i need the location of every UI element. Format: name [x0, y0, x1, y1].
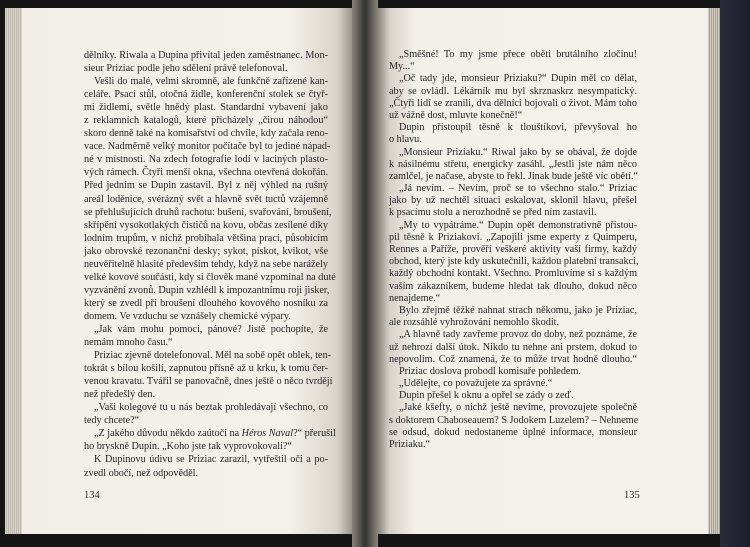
- text-line: jako obrovské rezonanční desky; sykot, pískot, kvikot, vše: [84, 245, 328, 257]
- text-line: celáře. Psací stůl, otočná židle, konferenční stolek se čtyř-: [84, 89, 328, 101]
- text-line: né v místnosti. Na zdech fotografie lodí v laciných plasto-: [84, 154, 328, 166]
- text-line: Priziac zjevně dotelefonoval. Měl na sobě opět oblek, ten-: [94, 350, 332, 362]
- text-line: K Dupinovu údivu se Priziac zarazil, vytřeštil oči a po-: [94, 454, 328, 466]
- text-line: vace. Nadměrně velký monitor počítače byl to jediné nápad-: [84, 141, 331, 153]
- text-line: „Čtyři lidí se zranili, dva dělníci bojovali o život. Mám toho: [389, 97, 637, 109]
- text-line: Dupin přistoupil těsně k tlouštíkovi, převyšoval ho: [399, 122, 637, 134]
- text-line: s doktorem Chaboseauem? S Jodokem Luzelem? – Nehneme: [389, 414, 639, 426]
- text-line: „A hlavně tady zavřeme provoz do doby, než poznáme, že: [399, 329, 637, 341]
- text-line: mi židlemi, světle hnědý plast. Standardní vybavení jako: [84, 102, 328, 114]
- text-line: než předešlý den.: [84, 389, 155, 401]
- text-line: zamlčel, je načase, abyste to řekl. Jinak bude ještě víc obětí.“: [389, 170, 638, 182]
- text-line: nenajdeme.“: [389, 292, 441, 304]
- text-segment: ?“ přerušil: [293, 428, 336, 440]
- text-line: domem. Ve vzduchu se vznášely chemické výpary.: [84, 310, 291, 322]
- text-line: venou kravatu. Tvářil se panovačně, dnes ještě o něco tvrdějí: [84, 376, 333, 388]
- text-line: ho bryskně Dupin. „Koho jste tak vyprovokovali?“: [84, 441, 292, 453]
- left-page-text: [84, 49, 336, 480]
- text-line: „Monsieur Priziaku.“ Riwal jako by se obával, že dojde: [399, 146, 637, 158]
- text-line: „Oč tady jde, monsieur Priziaku?“ Dupin měl co dělat,: [399, 73, 637, 85]
- text-line: k psacímu stolu a nerozhodně se před ním zastavil.: [389, 207, 597, 219]
- text-line: areál loděnice, svérázný svět a hlavně svět tuctů vzájemně: [84, 193, 328, 205]
- text-line: Priziac doslova probodl komisaře pohledem.: [399, 365, 581, 377]
- text-line: neuvěřitelně hlasité především tehdy, když na sebe narážely: [84, 258, 328, 270]
- text-line: „Jaké kšefty, o nichž ještě nevíme, provozujete společně: [399, 402, 637, 414]
- text-line: Bylo zřejmě těžké nahnat strach někomu, jako je Priziac,: [399, 304, 637, 316]
- text-line: se přehlušujících druhů rachotu: bušení, svařování, broušení,: [84, 206, 332, 218]
- text-line: tedy chcete?“: [84, 415, 140, 427]
- page-number-left: 134: [84, 490, 100, 501]
- text-line: „My to vypátráme.“ Dupin opět demonstrativně přistou-: [399, 219, 637, 231]
- text-line: lodním trupům, v nichž probíhala většina prací, působícím: [84, 232, 328, 244]
- text-line: dělníky. Riwala a Dupina přivítal jeden zaměstnanec. Mon-: [84, 50, 328, 61]
- text-line: Před jedním se Dupin zastavil. Byl z něj výhled na rušný: [84, 180, 328, 192]
- text-line: skoro denně také na komisařství od chvíle, kdy začala reno-: [84, 128, 328, 140]
- text-segment: „Z jakého důvodu někdo zaútočí na: [94, 428, 242, 440]
- text-line: My...“: [389, 61, 415, 73]
- text-line: „Já nevím. – Nevím, proč se to všechno stalo.“ Priziac: [399, 183, 637, 195]
- text-line: se odsud, dokud nedostaneme úplné informace, monsieur: [389, 426, 637, 438]
- text-line: „Směšné! To my jsme přece oběti brutálního zločinu!: [399, 49, 637, 60]
- text-line: Vešli do malé, velmi skromně, ale funkčně zařízené kan-: [94, 76, 328, 88]
- text-line: vaším zákazníkem, budeme hledat tak dlouho, dokud něco: [389, 280, 637, 292]
- text-line: vých rámech. Čtyři menší okna, všechna otevřená dokořán.: [84, 167, 328, 179]
- page-stack-left: [5, 8, 23, 534]
- text-line: sieur Priziac podle jeho sdělení právě telefonoval.: [84, 63, 288, 75]
- right-page-text: [389, 49, 637, 451]
- text-line: jako by už nechtěl situaci eskalovat, sklonil hlavu, přešel: [389, 195, 637, 207]
- text-line: Rennes a Paříže, prověří veškeré aktivity vaší firmy, každý: [389, 244, 637, 255]
- text-line: každý obchodní kontakt. Všechno. Promluvíme si s každým: [389, 268, 637, 280]
- text-line: z reklamních katalogů, které přicházely „čirou náhodou“: [84, 115, 328, 127]
- italic-ship-name: Héros Naval: [241, 428, 294, 440]
- text-line: nepovolím. Což znamená, že to může trvat hodně dlouho.“: [389, 353, 637, 365]
- text-line: Priziaku.“: [389, 439, 431, 450]
- text-line: tokrát s bílou košilí, zapnutou přísně až u krku, k tomu čer-: [84, 363, 328, 375]
- book-gutter: [352, 0, 378, 547]
- text-line: pil těsně k Priziakovi. „Zapojili jsme experty z Quimperu,: [389, 231, 637, 243]
- text-line: obchod, který jste kdy uskutečnili, každou platební transakci,: [389, 256, 639, 268]
- text-line: aby se ovládl. Lékárník mu byl skrznaskrz nesympatický.: [389, 85, 637, 97]
- text-line: velké kovové součásti, kdy si člověk mané vzpomínal na duté: [84, 271, 336, 283]
- text-line: Dupin přešel k oknu a opřel se zády o zeď.: [399, 390, 574, 402]
- text-line: „Jak vám mohu pomoci, pánové? Jistě pochopíte, že: [94, 323, 328, 335]
- text-line: „Vaši kolegové tu u nás beztak prohledávají všechno, co: [94, 402, 328, 414]
- text-line: který se zvedl při broušení dlouhého kovového nosníku za: [84, 297, 328, 309]
- text-line: k násilnému střetu, energicky zasáhl. „Jestli jste nám něco: [389, 158, 637, 170]
- text-line: zvedl obočí, než odpověděl.: [84, 467, 199, 479]
- text-line: [84, 427, 336, 440]
- text-line: nemám mnoho času.“: [84, 337, 173, 349]
- text-line: „Udělejte, co považujete za správné.“: [399, 378, 553, 390]
- text-line: vyzvánění zvonů. Dupin vzhlédl k impozantnímu roji jisker,: [84, 284, 330, 296]
- text-line: už nehrozí další útok. Nikdo tu nehne ani prstem, dokud to: [389, 341, 637, 353]
- text-line: ale rozsáhlé vyhrožování nemohlo škodit.: [389, 317, 560, 329]
- book-cover-edge: [720, 0, 750, 547]
- text-line: už vážně dost, mluvte konečně!“: [389, 109, 523, 121]
- page-number-right: 135: [624, 490, 640, 501]
- text-line: skřípění vysokotlakých čističů na kovu, občas zesílené díky: [84, 219, 328, 231]
- text-line: o hlavu.: [389, 134, 422, 146]
- page-stack-right: [706, 8, 720, 534]
